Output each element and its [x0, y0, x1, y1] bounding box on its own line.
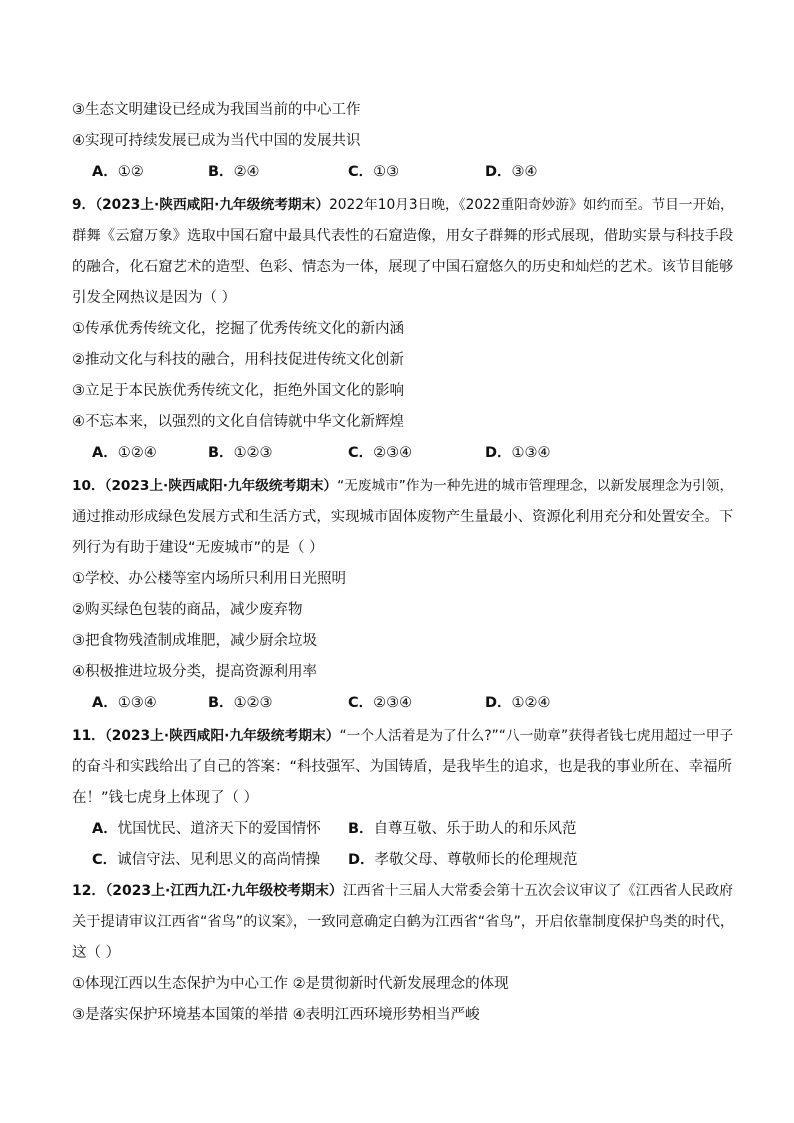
q10-source: （2023上·陕西咸阳·九年级统考期末）	[104, 478, 338, 494]
q12-statements-row-2: ③是落实保护环境基本国策的举措 ④表明江西环境形势相当严峻	[72, 1007, 480, 1023]
q12-number: 12．	[72, 883, 106, 899]
q11-option-d[interactable]: D．孝敬父母、尊敬师长的伦理规范	[348, 852, 578, 868]
q10-option-a[interactable]: A．①③④	[92, 695, 157, 711]
q12-source: （2023上·江西九江·九年级校考期末）	[105, 883, 343, 899]
q9-statement-1: ①传承优秀传统文化，挖掘了优秀传统文化的新内涵	[72, 321, 404, 337]
q9-statement-2: ②推动文化与科技的融合，用科技促进传统文化创新	[72, 352, 404, 368]
q11-option-b[interactable]: B．自尊互敬、乐于助人的和乐风范	[348, 821, 577, 837]
q8-statement-3: ③生态文明建设已经成为我国当前的中心工作	[72, 102, 361, 118]
q8-option-a[interactable]: A．①②	[92, 164, 144, 180]
q12-stem-line-1: 12．（2023上·江西九江·九年级校考期末）江西省十三届人大常委会第十五次会议审议了《江西省人民政府	[72, 883, 734, 899]
q9-number: 9．	[72, 197, 96, 213]
q8-option-b[interactable]: B．②④	[208, 164, 260, 180]
q9-statement-3: ③立足于本民族优秀传统文化，拒绝外国文化的影响	[72, 383, 404, 399]
q11-stem-line-2: 的奋斗和实践给出了自己的答案：“科技强军、为国铸盾，是我毕生的追求，也是我的事业所在、幸福所	[72, 759, 733, 775]
q9-stem-line-3: 的融合，化石窟艺术的造型、色彩、情态为一体，展现了中国石窟悠久的历史和灿烂的艺术。该节目能够	[72, 259, 734, 275]
q9-stem-line-2: 群舞《云窟万象》选取中国石窟中最具代表性的石窟造像，用女子群舞的形式展现，借助实景与科技手段	[72, 228, 734, 244]
q11-option-a[interactable]: A．忧国忧民、道济天下的爱国情怀	[92, 821, 321, 837]
q12-stem-line-2: 关于提请审议江西省“省鸟”的议案》，一致同意确定白鹤为江西省“省鸟”，开启依靠制度保护鸟类的时代，	[72, 914, 735, 930]
q8-statement-4: ④实现可持续发展已成为当代中国的发展共识	[72, 133, 361, 149]
q9-option-d[interactable]: D．①③④	[485, 445, 551, 461]
q10-statement-3: ③把食物残渣制成堆肥，减少厨余垃圾	[72, 633, 317, 649]
q8-option-c[interactable]: C．①③	[348, 164, 400, 180]
q10-statement-2: ②购买绿色包装的商品，减少废弃物	[72, 602, 303, 618]
q10-option-c[interactable]: C．②③④	[348, 695, 413, 711]
q8-options	[72, 162, 722, 182]
q12-stem-line-3: 这（ ）	[72, 945, 121, 961]
q10-stem-line-2: 通过推动形成绿色发展方式和生活方式，实现城市固体废物产生量最小、资源化利用充分和处置安全。下	[72, 509, 734, 525]
q11-number: 11．	[72, 728, 105, 744]
q9-stem-line-4: 引发全网热议是因为（ ）	[72, 290, 237, 306]
q8-option-d[interactable]: D．③④	[485, 164, 538, 180]
q9-option-b[interactable]: B．①②③	[208, 445, 273, 461]
q10-statement-1: ①学校、办公楼等室内场所只利用日光照明	[72, 571, 346, 587]
q10-number: 10．	[72, 478, 105, 494]
q11-stem-line-3: 在！”钱七虎身上体现了（ ）	[72, 790, 259, 806]
q11-source: （2023上·陕西咸阳·九年级统考期末）	[104, 728, 340, 744]
q10-option-d[interactable]: D．①②④	[485, 695, 551, 711]
q11-options-row-2	[72, 850, 722, 870]
q9-stem-line-1: 9．（2023上·陕西咸阳·九年级统考期末）2022年10月3日晚，《2022重阳奇妙游》如约而至。节目一开始，	[72, 197, 734, 213]
q9-statement-4: ④不忘本来，以强烈的文化自信铸就中华文化新辉煌	[72, 414, 404, 430]
q11-options-row-1	[72, 819, 722, 839]
q9-source: （2023上·陕西咸阳·九年级统考期末）	[95, 197, 330, 213]
q12-statements-row-1: ①体现江西以生态保护为中心工作 ②是贯彻新时代新发展理念的体现	[72, 976, 509, 992]
q10-statement-4: ④积极推进垃圾分类，提高资源利用率	[72, 664, 317, 680]
q10-stem-line-1: 10．（2023上·陕西咸阳·九年级统考期末）“无废城市”作为一种先进的城市管理理念，以新发展理念为引领，	[72, 478, 734, 494]
q11-stem-line-1: 11．（2023上·陕西咸阳·九年级统考期末）“一个人活着是为了什么?”“八一勋章”获得者钱七虎用超过一甲子	[72, 728, 734, 744]
q10-option-b[interactable]: B．①②③	[208, 695, 273, 711]
q10-stem-line-3: 列行为有助于建设“无废城市”的是（ ）	[72, 540, 324, 556]
q10-options	[72, 693, 722, 713]
q9-option-a[interactable]: A．①②④	[92, 445, 157, 461]
q11-option-c[interactable]: C．诚信守法、见利思义的高尚情操	[92, 852, 321, 868]
q9-option-c[interactable]: C．②③④	[348, 445, 413, 461]
q9-options	[72, 443, 722, 463]
